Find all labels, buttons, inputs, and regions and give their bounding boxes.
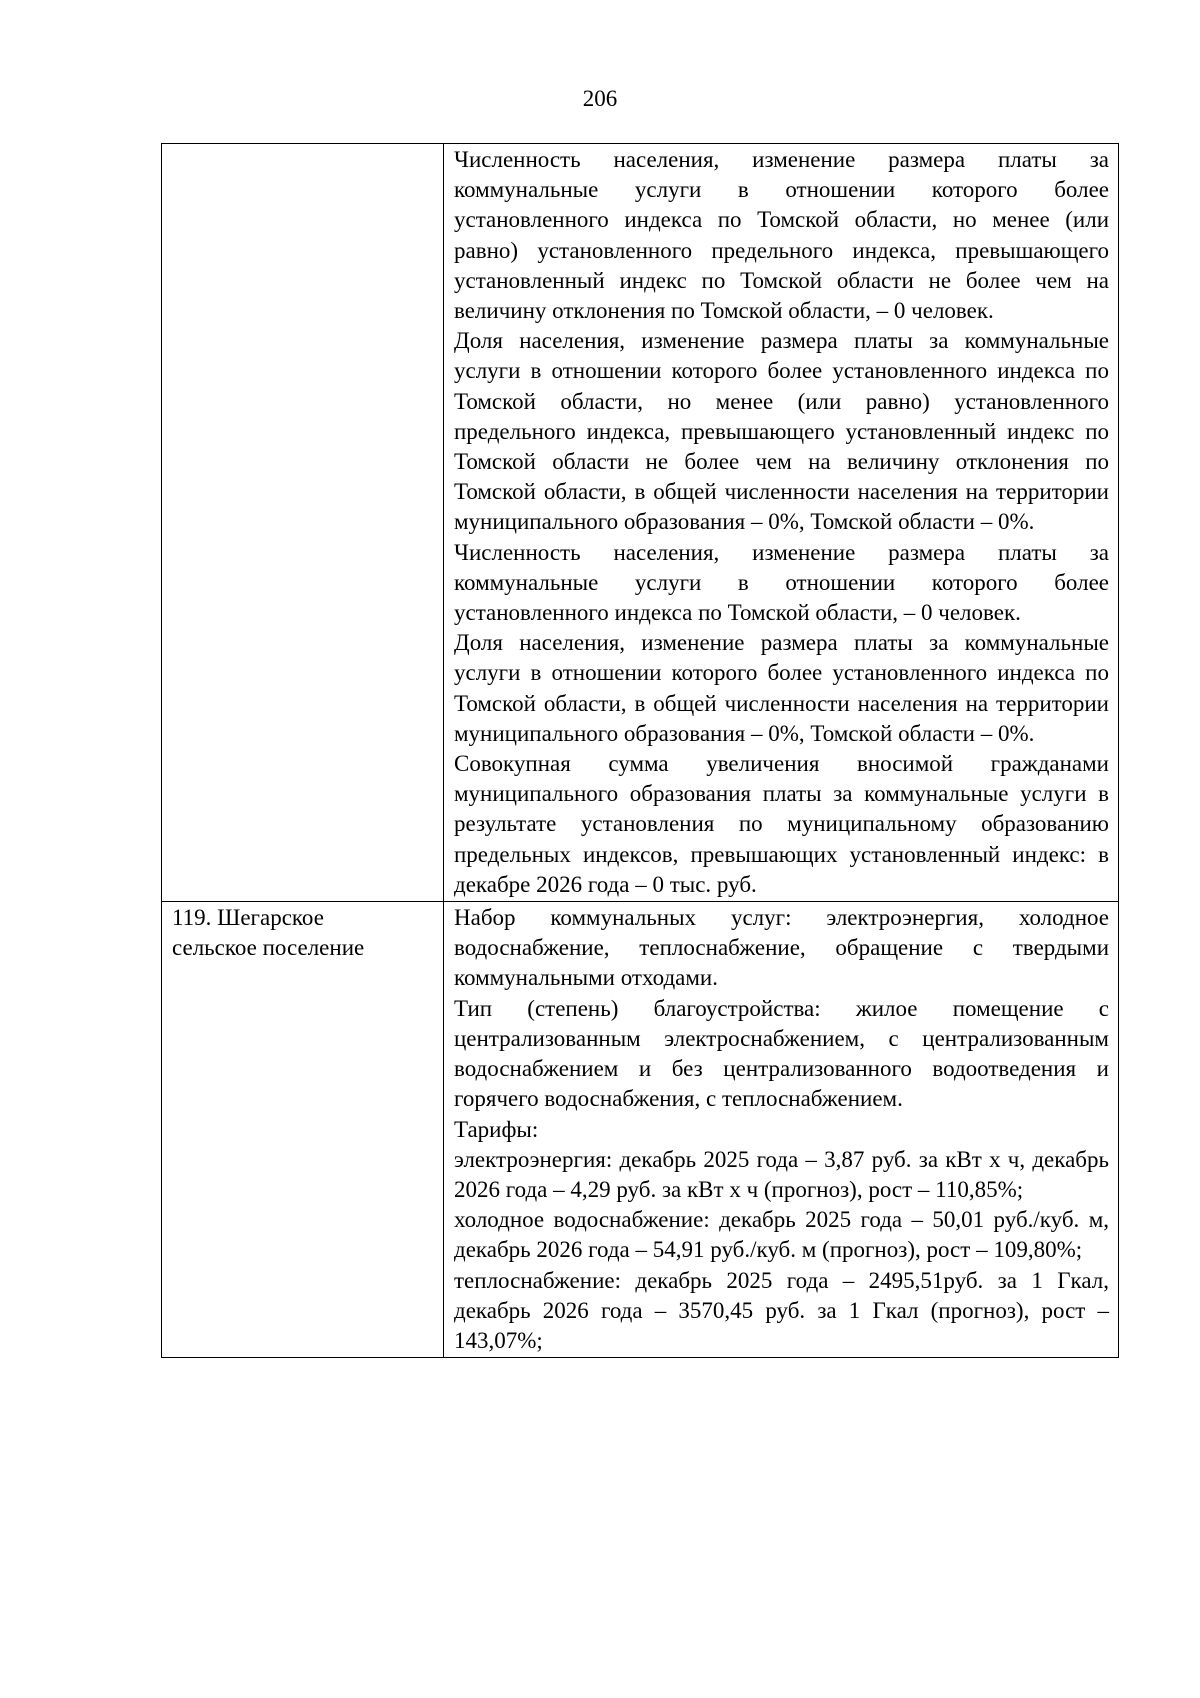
indicators-cell	[444, 902, 1119, 1358]
page-number: 206	[582, 86, 618, 111]
municipality-name-cell	[162, 144, 444, 902]
table-row	[162, 902, 1119, 1358]
municipality-name-line: сельское поселение	[172, 935, 365, 961]
paragraph: холодное водоснабжение: декабрь 2025 года – 50,01 руб./куб. м, декабрь 2026 года – 54,91 руб./куб. м (прогноз), рост – 109,80%;	[454, 1207, 1109, 1263]
municipality-name-line: 119. Шегарское	[172, 905, 324, 931]
paragraph: Тарифы:	[454, 1116, 539, 1142]
paragraph: электроэнергия: декабрь 2025 года – 3,87 руб. за кВт х ч, декабрь 2026 года – 4,29 руб. за кВт х ч (прогноз), рост – 110,85%;	[454, 1146, 1109, 1202]
paragraph: Совокупная сумма увеличения вносимой гражданами муниципального образования платы за коммунальные услуги в результате установления по муниципальному образованию предельных индексов, превышающих установленный индекс: в декабре 2026 года – 0 тыс. руб.	[454, 751, 1109, 897]
paragraph: Доля населения, изменение размера платы за коммунальные услуги в отношении которого более установленного индекса по Томской области, в общей численности населения на территории муниципального образования – 0%, Томской области – 0%.	[454, 630, 1109, 746]
paragraph: Набор коммунальных услуг: электроэнергия, холодное водоснабжение, теплоснабжение, обращение с твердыми коммунальными отходами.	[454, 905, 1109, 991]
municipality-name-cell	[162, 902, 444, 1358]
paragraph: Численность населения, изменение размера платы за коммунальные услуги в отношении которого более установленного индекса по Томской области, но менее (или равно) установленного предельного индекса, превышающего установленный индекс по Томской области не более чем на величину отклонения по Томской области, – 0 человек.	[454, 147, 1109, 324]
paragraph: Тип (степень) благоустройства: жилое помещение с централизованным электроснабжением, с централизованным водоснабжением и без централизованного водоотведения и горячего водоснабжения, с теплоснабжением.	[454, 995, 1109, 1112]
paragraph: Численность населения, изменение размера платы за коммунальные услуги в отношении которого более установленного индекса по Томской области, – 0 человек.	[454, 539, 1109, 626]
municipality-table	[161, 143, 1119, 1358]
table-row	[162, 144, 1119, 902]
paragraph: теплоснабжение: декабрь 2025 года – 2495,51руб. за 1 Гкал, декабрь 2026 года – 3570,45 руб. за 1 Гкал (прогноз), рост – 143,07%;	[454, 1267, 1109, 1353]
indicators-cell	[444, 144, 1119, 902]
paragraph: Доля населения, изменение размера платы за коммунальные услуги в отношении которого более установленного индекса по Томской области, но менее (или равно) установленного предельного индекса, превышающего установленный индекс по Томской области не более чем на величину отклонения по Томской области, в общей численности населения на территории муниципального образования – 0%, Томской области – 0%.	[454, 328, 1109, 535]
